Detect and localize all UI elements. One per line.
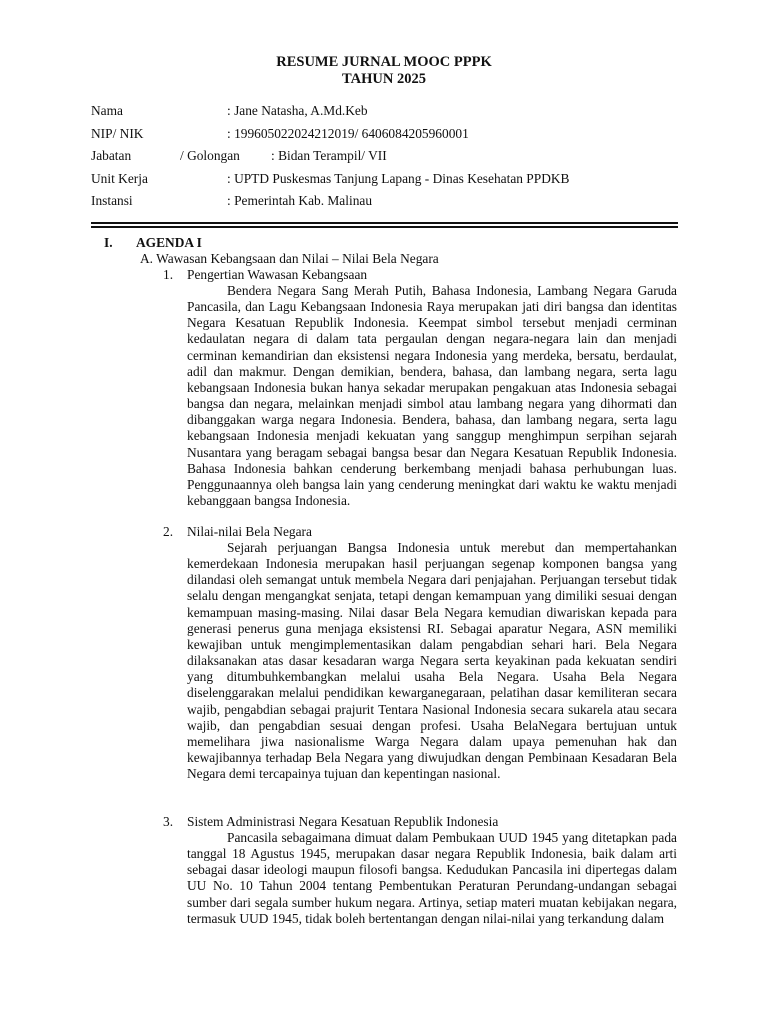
nip-value: : 199605022024212019/ 6406084205960001 — [227, 125, 469, 141]
nip-label: NIP/ NIK — [91, 125, 144, 141]
identity-block — [91, 102, 691, 215]
item-number: 1. — [163, 267, 174, 282]
identity-row-nip — [91, 125, 691, 148]
identity-row-jabatan — [91, 147, 691, 170]
nama-value: : Jane Natasha, A.Md.Keb — [227, 103, 368, 118]
section-title: AGENDA I — [136, 235, 202, 250]
item-title: Sistem Administrasi Negara Kesatuan Republik Indonesia — [187, 814, 499, 829]
unit-value: : UPTD Puskesmas Tanjung Lapang - Dinas Kesehatan PPDKB — [227, 170, 570, 186]
divider-line-bottom — [91, 226, 678, 228]
item-number: 2. — [163, 524, 174, 539]
instansi-value: : Pemerintah Kab. Malinau — [227, 193, 373, 208]
instansi-label: Instansi — [91, 193, 133, 208]
golongan-label: / Golongan — [180, 148, 240, 163]
item-title: Pengertian Wawasan Kebangsaan — [187, 267, 368, 282]
item-title: Nilai-nilai Bela Negara — [187, 524, 312, 539]
document-title: RESUME JURNAL MOOC PPPK — [276, 54, 492, 70]
jabatan-value: : Bidan Terampil/ VII — [271, 148, 387, 163]
identity-row-unit — [91, 170, 691, 193]
item-paragraph-1: Bendera Negara Sang Merah Putih, Bahasa Indonesia, Lambang Negara Garuda Pancasila, dan Lagu Kebangsaan Indonesia Raya merupakan jati diri bangsa dan identitas Negara Kesatuan Republik Indonesia. Keempat simbol tersebut menjadi cerminan kedaulatan negara di dalam tata pergaulan dengan negara-negara lain dan menjadi cerminan kemandirian dan eksistensi negara Indonesia yang merdeka, bersatu, berdaulat, adil dan makmur. Dengan demikian, bendera, bahasa, dan lambang negara, serta lagu kebangsaan Indonesia bukan hanya sekadar merupakan pengakuan atas Indonesia sebagai bangsa dan negara, melainkan menjadi simbol atau lambang negara yang dihormati dan dibanggakan warga negara Indonesia. Bendera, bahasa, dan lambang negara, serta lagu kebangsaan Indonesia menjadi kekuatan yang sanggup menghimpun serpihan sejarah Nusantara yang beragam sebagai bangsa besar dan Negara Kesatuan Republik Indonesia. Bahasa Indonesia bahkan cenderung berkembang menjadi bahasa perhubungan luas. Penggunaannya oleh bangsa lain yang cenderung meningkat dari waktu ke waktu menjadi kebanggaan bangsa Indonesia. — [187, 283, 677, 509]
item-paragraph-3: Pancasila sebagaimana dimuat dalam Pembukaan UUD 1945 yang ditetapkan pada tanggal 18 Agustus 1945, merupakan dasar negara Republik Indonesia, baik dalam arti sebagai dasar ideologi maupun filosofi bangsa. Kedudukan Pancasila ini dipertegas dalam UU No. 10 Tahun 2004 tentang Pembentukan Peraturan Perundang-undangan sebagai sumber dari segala sumber hukum negara. Artinya, setiap materi muatan kebijakan negara, termasuk UUD 1945, tidak boleh bertentangan dengan nilai-nilai yang terkandung dalam — [187, 830, 677, 926]
section-number: I. — [104, 235, 113, 250]
divider-line-top — [91, 222, 678, 224]
unit-label: Unit Kerja — [91, 170, 148, 186]
nama-label: Nama — [91, 103, 123, 118]
identity-row-nama — [91, 102, 691, 125]
item-paragraph-2: Sejarah perjuangan Bangsa Indonesia untuk merebut dan mempertahankan kemerdekaan Indonesia merupakan hasil perjuangan segenap komponen bangsa yang dilandasi oleh semangat untuk membela Negara dari penjajahan. Perjuangan tersebut tidak selalu dengan mengangkat senjata, tetapi dengan kemampuan yang dimiliki sesuai dengan kemampuan masing-masing. Nilai dasar Bela Negara kemudian diwariskan kepada para generasi penerus guna menjaga eksistensi RI. Sebagai aparatur Negara, ASN memiliki kewajiban untuk mengimplementasikan dalam pengabdian sehari hari. Bela Negara dilaksanakan atas dasar kesadaran warga Negara serta keyakinan pada kekuatan sendiri yang ditumbuhkembangkan melalui usaha Bela Negara. Usaha Bela Negara diselenggarakan melalui pendidikan kewarganegaraan, pelatihan dasar kemiliteran secara wajib, pengabdian sebagai prajurit Tentara Nasional Indonesia secara sukarela atau secara wajib, dan pengabdian sesuai dengan profesi. Usaha BelaNegara bertujuan untuk memelihara jiwa nasionalisme Warga Negara dalam upaya pemenuhan hak dan kewajibannya terhadap Bela Negara yang diwujudkan dengan Pembinaan Kesadaran Bela Negara demi tercapainya tujuan dan kepentingan nasional. — [187, 540, 677, 782]
jabatan-label: Jabatan — [91, 148, 132, 163]
item-number: 3. — [163, 814, 174, 829]
identity-row-instansi — [91, 192, 691, 215]
document-subtitle-year: TAHUN 2025 — [342, 71, 426, 87]
subsection-heading: A. Wawasan Kebangsaan dan Nilai – Nilai Bela Negara — [140, 251, 439, 266]
